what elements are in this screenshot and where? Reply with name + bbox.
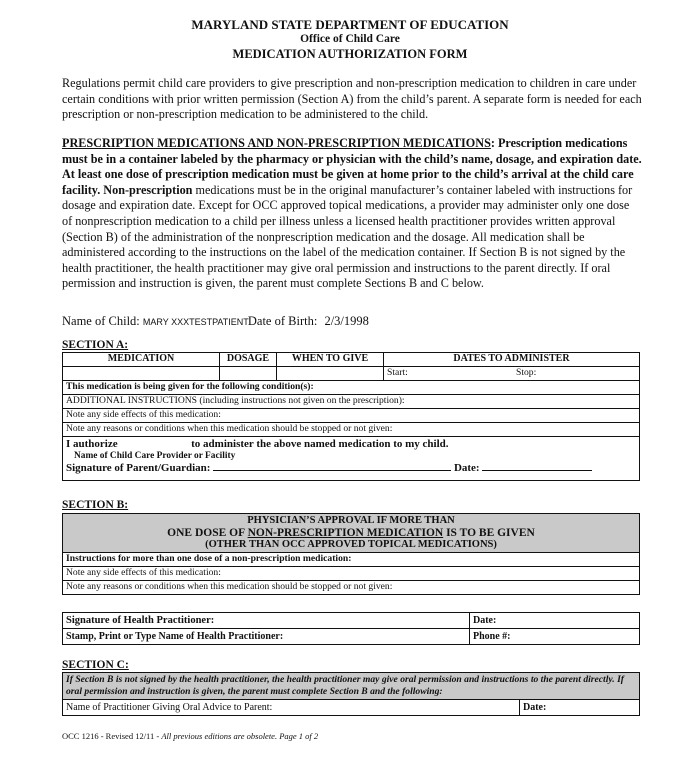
start-field[interactable] xyxy=(384,367,514,381)
office-title: Office of Child Care xyxy=(300,33,400,45)
b-side-effects-field[interactable]: Note any side effects of this medication: xyxy=(63,567,640,581)
authorize-text-1: I authorize xyxy=(66,438,118,450)
section-c-note: If Section B is not signed by the health practitioner, the health practitioner may give oral permission and instructions to the parent directly. If oral permission and instruction is given, the parent must complete Section B and the following: xyxy=(63,673,640,700)
stop-reasons-field[interactable]: Note any reasons or conditions when this medication should be stopped or not given: xyxy=(63,423,640,437)
side-effects-field[interactable]: Note any side effects of this medication: xyxy=(63,409,640,423)
agency-title: MARYLAND STATE DEPARTMENT OF EDUCATION xyxy=(191,17,509,32)
col-when: WHEN TO GIVE xyxy=(277,353,384,367)
parent-date-label: Date: xyxy=(453,462,480,474)
col-dosage: DOSAGE xyxy=(220,353,277,367)
child-name-label: Name of Child: xyxy=(62,314,140,328)
rx-body-2: medications must be in the original manufacturer’s container labeled with instructions for dosage and expiration date. Except for OCC approved topical medications, a provider may administer only one dose of nonprescription medication to a child per illness unless a licensed health practitioner provides written approval (Section B) of the administration of the nonprescription medication and the dosage. All medication shall be administered according to the instructions on the label of the medication container. If Section B is not signed by the health practitioner, the health practitioner may give oral permission and instructions to the parent directly. If oral permission and instruction is given, the parent must complete Sections B and C below. xyxy=(62,182,633,291)
parent-signature-line[interactable] xyxy=(213,470,451,471)
rx-body-1: : Prescription medications must be in a container labeled by the pharmacy or physician with the child’s name, dosage, and expiration date. At least one dose of prescription medication must be given at home prior to the child’s arrival at the child care facility. xyxy=(62,136,642,197)
rx-paragraph xyxy=(62,136,642,292)
banner-line-2a: ONE DOSE OF xyxy=(167,527,248,539)
practitioner-date-field[interactable]: Date: xyxy=(520,700,640,716)
section-a-title: SECTION A: xyxy=(62,339,129,351)
provider-name-label: Name of Child Care Provider or Facility xyxy=(74,451,236,461)
intro-paragraph: Regulations permit child care providers to give prescription and non-prescription medication to children in care under certain conditions with prior written permission (Section A) from the child’s parent. A separate form is needed for each prescription or non-prescription medication to be administered to the child. xyxy=(62,76,642,122)
footer xyxy=(62,731,318,741)
form-title: MEDICATION AUTHORIZATION FORM xyxy=(232,47,468,61)
hp-signature-field[interactable]: Signature of Health Practitioner: xyxy=(63,613,470,629)
banner-line-3: (OTHER THAN OCC APPROVED TOPICAL MEDICATIONS) xyxy=(205,539,497,550)
parent-signature-label: Signature of Parent/Guardian: xyxy=(66,462,211,474)
hp-name-field[interactable]: Stamp, Print or Type Name of Health Practitioner: xyxy=(63,629,470,645)
banner-line-2b: NON-PRESCRIPTION MEDICATION xyxy=(247,527,444,539)
health-practitioner-table xyxy=(62,612,640,645)
section-c-title: SECTION C: xyxy=(62,659,129,671)
dosage-field[interactable] xyxy=(220,367,277,381)
section-a-table xyxy=(62,352,640,481)
parent-date-line[interactable] xyxy=(482,470,592,471)
col-dates: DATES TO ADMINISTER xyxy=(384,353,640,367)
authorization-block xyxy=(63,437,640,481)
banner-line-2c: IS TO BE GIVEN xyxy=(443,527,535,539)
b-instructions-field[interactable]: Instructions for more than one dose of a non-prescription medication: xyxy=(63,553,640,567)
banner-line-1: PHYSICIAN’S APPROVAL IF MORE THAN xyxy=(247,515,455,526)
b-stop-reasons-field[interactable]: Note any reasons or conditions when this medication should be stopped or not given: xyxy=(63,581,640,595)
authorize-text-2: to administer the above named medication to my child. xyxy=(191,438,449,450)
condition-field[interactable]: This medication is being given for the following condition(s): xyxy=(63,381,640,395)
section-c-table xyxy=(62,672,640,716)
stop-field[interactable] xyxy=(513,367,640,381)
when-field[interactable] xyxy=(277,367,384,381)
section-b-title: SECTION B: xyxy=(62,499,129,511)
medication-field[interactable] xyxy=(63,367,220,381)
start-label: Start: xyxy=(387,367,408,378)
practitioner-name-field[interactable]: Name of Practitioner Giving Oral Advice to Parent: xyxy=(63,700,520,716)
footer-note: All previous editions are obsolete. Page 1 of 2 xyxy=(161,731,319,741)
footer-code: OCC 1216 - Revised 12/11 - xyxy=(62,731,162,741)
nonrx-label: Non-prescription xyxy=(103,182,193,197)
physician-approval-banner xyxy=(63,514,640,553)
child-info-row xyxy=(62,314,369,329)
section-b-table xyxy=(62,513,640,595)
child-name-value: MARY XXXTESTPATIENT xyxy=(142,317,249,327)
additional-instructions-field[interactable]: ADDITIONAL INSTRUCTIONS (including instructions not given on the prescription): xyxy=(63,395,640,409)
stop-label: Stop: xyxy=(516,367,537,378)
hp-phone-field[interactable]: Phone #: xyxy=(470,629,640,645)
dob-label: Date of Birth: xyxy=(247,314,318,328)
col-medication: MEDICATION xyxy=(63,353,220,367)
rx-heading: PRESCRIPTION MEDICATIONS AND NON-PRESCRIPTION MEDICATIONS xyxy=(62,136,491,150)
hp-date-field[interactable]: Date: xyxy=(470,613,640,629)
dob-value: 2/3/1998 xyxy=(324,314,369,328)
